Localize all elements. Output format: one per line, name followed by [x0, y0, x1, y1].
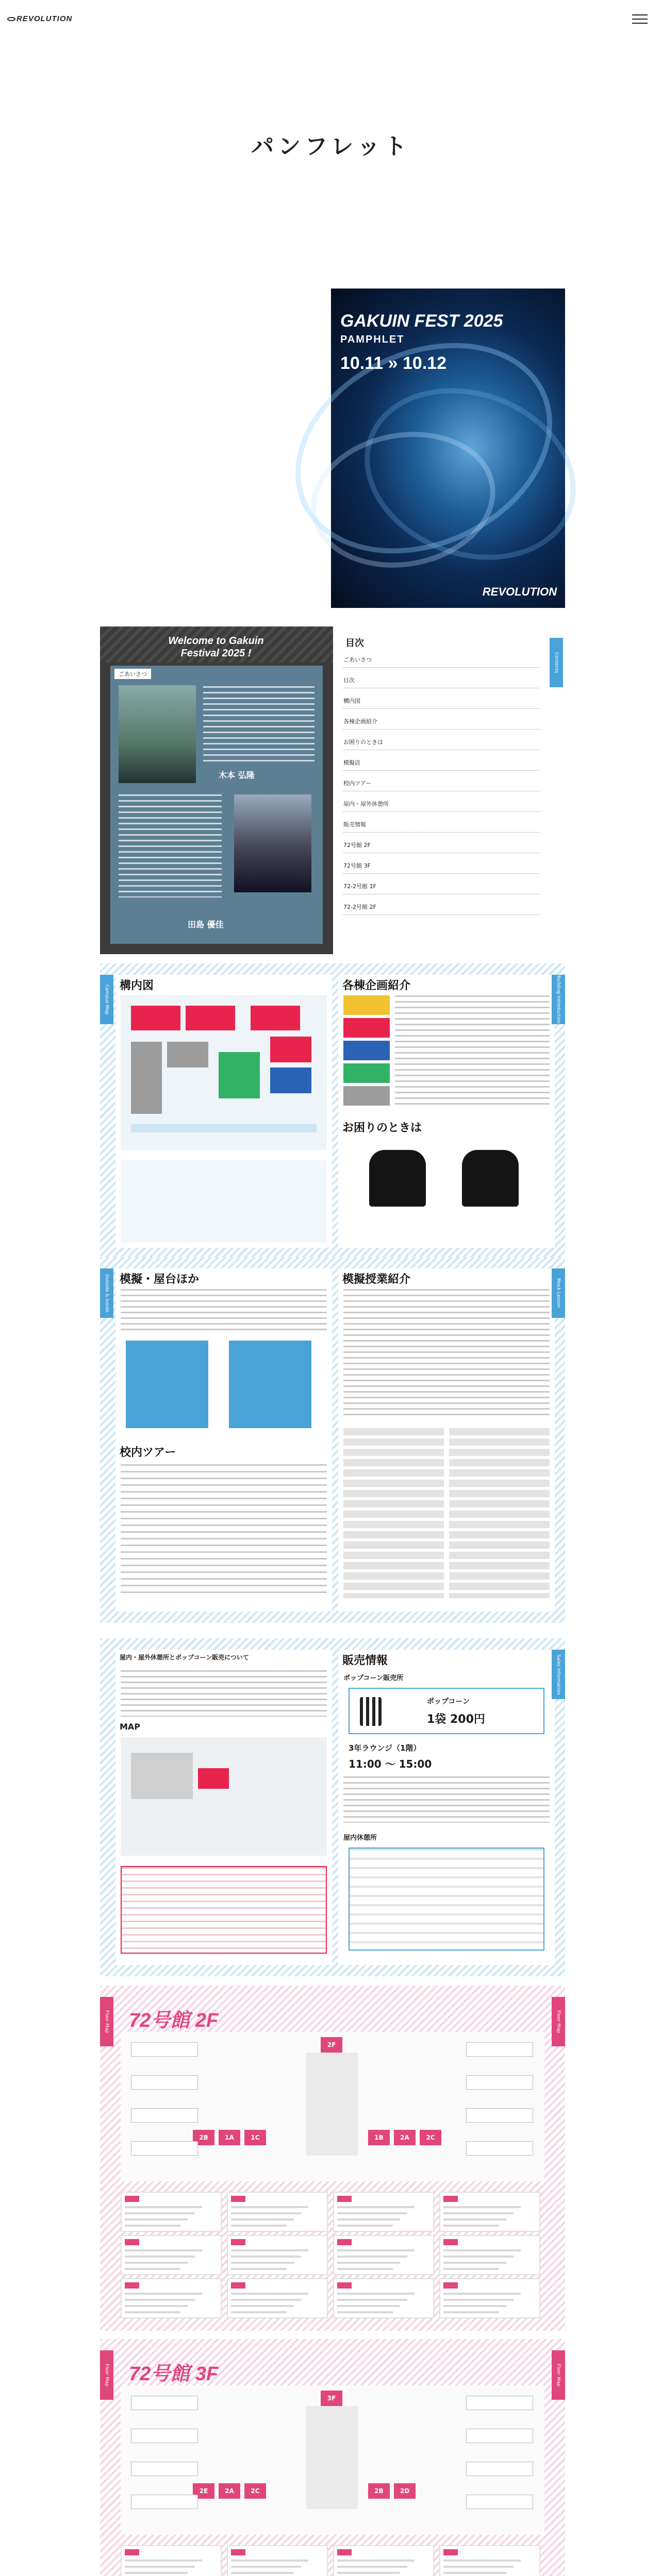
card-tag [231, 2549, 245, 2555]
building-color-tag [343, 1063, 390, 1083]
popcorn-notes [343, 1776, 550, 1823]
card-text-line [337, 2311, 393, 2313]
card-text-line [443, 2268, 499, 2270]
room-callout[interactable] [131, 2075, 198, 2090]
card-text-line [337, 2293, 415, 2295]
card-text-line [231, 2572, 294, 2574]
cover-dates: 10.11 » 10.12 [340, 353, 447, 373]
warning-box [121, 1866, 327, 1954]
card-text-line [443, 2212, 514, 2214]
tab-floor-map[interactable]: Floor Map [552, 2350, 565, 2400]
event-card[interactable] [333, 2545, 434, 2576]
popcorn-price: 1袋 200円 [427, 1713, 485, 1726]
room-block[interactable]: 1C [244, 2130, 266, 2145]
room-callout[interactable] [466, 2108, 533, 2123]
card-tag [231, 2282, 245, 2289]
spread-food-tour[interactable] [91, 1257, 565, 1623]
card-text-line [337, 2225, 393, 2227]
card-text-line [125, 2206, 202, 2208]
card-text-line [125, 2262, 188, 2264]
campus-map-page [115, 975, 332, 1248]
card-text-line [125, 2566, 195, 2568]
card-text-line [125, 2249, 202, 2251]
popcorn-hours: 11:00 ～ 15:00 [349, 1758, 432, 1770]
building-block [131, 1042, 162, 1114]
card-text-line [443, 2262, 506, 2264]
card-text-line [443, 2249, 521, 2251]
card-tag [443, 2196, 458, 2202]
greeting-heading: Welcome to Gakuin Festival 2025 ! [168, 635, 264, 659]
event-card[interactable] [121, 2235, 222, 2275]
building-color-tag [343, 995, 390, 1015]
card-text-line [443, 2299, 514, 2301]
card-text-line [125, 2572, 188, 2574]
card-text-line [231, 2206, 308, 2208]
tab-campus-map[interactable]: Campus Map [100, 975, 113, 1024]
sales-title: 販売情報 [342, 1654, 388, 1667]
greeting-label: ごあいさつ [114, 669, 151, 679]
campus-map-title: 構内図 [120, 979, 154, 992]
rest-area-map[interactable] [121, 1737, 327, 1856]
toc-item-label: 目次 [343, 677, 355, 684]
person2-name: 田島 優佳 [188, 920, 224, 929]
toc-item[interactable] [343, 755, 539, 771]
room-callout[interactable] [131, 2462, 198, 2476]
card-text-line [125, 2268, 180, 2270]
room-callout[interactable] [131, 2429, 198, 2443]
toc-page [333, 626, 565, 954]
toc-item-label: 校内ツアー [343, 780, 372, 787]
toc-item-label: お困りのときは [343, 739, 383, 745]
room-callout[interactable] [466, 2141, 533, 2156]
room-block[interactable]: 2E [193, 2483, 214, 2499]
food-description [121, 1289, 327, 1330]
floor-map[interactable] [121, 2385, 544, 2535]
cover-brand: REVOLUTION [482, 585, 557, 598]
spread-floor-map[interactable] [100, 1986, 565, 2331]
event-card[interactable] [333, 2278, 434, 2318]
toc-item-label: 各棟企画紹介 [343, 718, 377, 725]
goods-box [349, 1848, 544, 1951]
greeting-text-2 [119, 794, 222, 897]
event-card[interactable] [121, 2278, 222, 2318]
building-block[interactable] [251, 1006, 300, 1030]
card-text-line [337, 2218, 400, 2221]
toc-item-label: ごあいさつ [343, 656, 372, 663]
card-tag [231, 2196, 245, 2202]
person1-photo [119, 685, 196, 783]
room-callout[interactable] [131, 2042, 198, 2057]
brand-text: REVOLUTION [16, 14, 73, 23]
card-text-line [231, 2305, 294, 2307]
toc-item[interactable] [343, 796, 539, 812]
event-card[interactable] [227, 2192, 328, 2232]
toc-item[interactable] [343, 652, 539, 668]
room-block[interactable]: 2A [219, 2483, 240, 2499]
popcorn-icon [360, 1697, 382, 1726]
event-card[interactable] [333, 2235, 434, 2275]
card-text-line [337, 2256, 407, 2258]
room-callout[interactable] [466, 2042, 533, 2057]
tab-mock-lesson[interactable]: Mock Lesson [552, 1268, 565, 1318]
room-block[interactable]: 2B [193, 2130, 214, 2145]
card-text-line [337, 2268, 393, 2270]
toc-item-label: 構内図 [343, 698, 360, 704]
building-block[interactable] [219, 1052, 260, 1098]
toc-item-label: 72号館 3F [343, 862, 371, 869]
card-text-line [337, 2212, 407, 2214]
card-tag [125, 2239, 139, 2245]
map-building [131, 1753, 193, 1799]
spread-floor-map[interactable] [100, 2339, 565, 2576]
room-callout[interactable] [131, 2396, 198, 2410]
card-tag [125, 2282, 139, 2289]
card-text-line [231, 2225, 287, 2227]
card-tag [125, 2196, 139, 2202]
room-callout[interactable] [466, 2396, 533, 2410]
card-tag [443, 2239, 458, 2245]
stall-area-map-1[interactable] [126, 1341, 208, 1428]
greeting-page [100, 626, 333, 954]
building-color-tag [343, 1041, 390, 1060]
rest-area-notes [121, 1670, 327, 1717]
help-title: お困りのときは [342, 1122, 422, 1134]
building-block[interactable] [270, 1067, 311, 1093]
building-intro-title: 各棟企画紹介 [342, 979, 411, 992]
room-callout[interactable] [466, 2462, 533, 2476]
event-card[interactable] [439, 2545, 540, 2576]
card-tag [125, 2549, 139, 2555]
building-color-tag [343, 1018, 390, 1038]
rest-area-title: 屋内・屋外休憩所とポップコーン販売について [120, 1654, 249, 1661]
card-text-line [231, 2293, 308, 2295]
building-block[interactable] [270, 1037, 311, 1062]
mock-lesson-list [343, 1289, 550, 1418]
staff-shirt-front [369, 1150, 426, 1207]
tab-floor-map[interactable]: Floor Map [100, 1997, 113, 2046]
pamphlet-cover[interactable] [331, 289, 565, 608]
building-descriptions [395, 995, 550, 1106]
staff-shirt-back [462, 1150, 519, 1207]
room-block[interactable]: 2B [368, 2483, 390, 2499]
corridor [306, 2053, 358, 2156]
tour-title: 校内ツアー [120, 1446, 176, 1459]
event-card[interactable] [227, 2278, 328, 2318]
card-text-line [443, 2560, 521, 2562]
card-text-line [443, 2218, 506, 2221]
room-block[interactable]: 2A [394, 2130, 416, 2145]
event-card[interactable] [439, 2192, 540, 2232]
event-card[interactable] [439, 2235, 540, 2275]
toc-item[interactable] [343, 714, 539, 730]
floor-title: 72号館 2F [129, 2010, 219, 2031]
event-card[interactable] [227, 2545, 328, 2576]
card-text-line [231, 2249, 308, 2251]
card-tag [231, 2239, 245, 2245]
card-text-line [125, 2218, 188, 2221]
spread-rest-sales[interactable] [100, 1638, 565, 1976]
corridor [306, 2406, 358, 2509]
card-text-line [125, 2305, 188, 2307]
brand-logo[interactable] [7, 14, 72, 23]
card-text-line [231, 2218, 294, 2221]
hamburger-menu-icon[interactable] [632, 13, 648, 25]
card-tag [443, 2549, 458, 2555]
card-tag [337, 2196, 352, 2202]
event-card[interactable] [227, 2235, 328, 2275]
card-text-line [125, 2299, 195, 2301]
event-card[interactable] [439, 2278, 540, 2318]
sales-page [338, 1650, 555, 1965]
person1-name: 木本 弘隆 [219, 770, 255, 780]
card-text-line [443, 2305, 506, 2307]
card-text-line [443, 2225, 499, 2227]
building-block [167, 1042, 208, 1067]
food-page [115, 1268, 332, 1612]
card-tag [443, 2282, 458, 2289]
spread-greeting-toc[interactable] [100, 626, 565, 954]
card-text-line [337, 2206, 415, 2208]
rest-area-page [115, 1650, 332, 1965]
card-text-line [443, 2572, 506, 2574]
greeting-text-1 [203, 686, 315, 764]
tab-contents[interactable]: Contents [550, 638, 563, 687]
card-text-line [443, 2206, 521, 2208]
tab-sales-info[interactable]: Sales Information [552, 1650, 565, 1699]
toc-heading: 目次 [345, 638, 364, 649]
rest-map-label: MAP [120, 1722, 141, 1732]
tab-building-intro[interactable]: Building Introduction [552, 975, 565, 1024]
toc-item[interactable] [343, 858, 539, 874]
card-text-line [337, 2572, 400, 2574]
room-callout[interactable] [131, 2495, 198, 2509]
road [131, 1124, 317, 1132]
building-block[interactable] [186, 1006, 235, 1030]
toc-item[interactable] [343, 879, 539, 894]
cover-title: GAKUIN FEST 2025 [340, 311, 503, 331]
card-text-line [231, 2299, 301, 2301]
toc-item-label: 72-2号館 1F [343, 883, 376, 890]
card-text-line [443, 2311, 499, 2313]
tab-outside-stall[interactable]: Outside & Inside Stall [100, 1268, 113, 1318]
card-text-line [443, 2256, 514, 2258]
popcorn-box [349, 1688, 544, 1734]
room-callout[interactable] [466, 2429, 533, 2443]
room-callout[interactable] [466, 2495, 533, 2509]
card-text-line [231, 2566, 301, 2568]
toc-list [343, 652, 539, 941]
building-block[interactable] [131, 1006, 180, 1030]
card-text-line [337, 2560, 415, 2562]
tab-floor-map[interactable]: Floor Map [552, 1997, 565, 2046]
site-header [0, 0, 662, 31]
brand-swoosh-icon [7, 17, 15, 21]
building-color-tag [343, 1086, 390, 1106]
room-block[interactable]: 2C [244, 2483, 266, 2499]
floor-map[interactable] [121, 2032, 544, 2181]
map-legend [121, 1160, 327, 1243]
schedule-day1 [343, 1428, 444, 1598]
toc-item-label: 72-2号館 2F [343, 904, 376, 910]
toc-item-label: 模擬店 [343, 759, 360, 766]
card-text-line [337, 2249, 415, 2251]
room-block[interactable]: 2D [394, 2483, 416, 2499]
card-text-line [337, 2566, 407, 2568]
greeting-panel [110, 666, 323, 944]
floor-title: 72号館 3F [129, 2363, 219, 2385]
card-text-line [443, 2293, 521, 2295]
cover-subtitle: PAMPHLET [340, 334, 405, 345]
card-text-line [125, 2225, 180, 2227]
toc-item[interactable] [343, 817, 539, 833]
card-text-line [125, 2256, 195, 2258]
toc-item[interactable] [343, 900, 539, 915]
card-tag [337, 2239, 352, 2245]
card-tag [337, 2549, 352, 2555]
card-text-line [231, 2256, 301, 2258]
card-text-line [231, 2560, 308, 2562]
room-block[interactable]: 1B [368, 2130, 390, 2145]
toc-item[interactable] [343, 735, 539, 750]
spread-campus-map[interactable] [100, 963, 565, 1259]
room-block[interactable]: 2F [321, 2037, 342, 2053]
page-title: パンフレット [251, 133, 411, 160]
person2-photo [234, 794, 311, 892]
food-title: 模擬・屋台ほか [120, 1273, 200, 1286]
tab-floor-map[interactable]: Floor Map [100, 2350, 113, 2400]
card-text-line [443, 2566, 514, 2568]
toc-item-label: 販売情報 [343, 821, 366, 828]
card-text-line [125, 2560, 202, 2562]
popcorn-label: ポップコーン [427, 1698, 470, 1706]
card-text-line [125, 2311, 180, 2313]
schedule-day2 [449, 1428, 550, 1598]
card-text-line [337, 2262, 400, 2264]
tour-description [121, 1464, 327, 1598]
toc-item-label: 72号館 2F [343, 842, 371, 849]
toc-item[interactable] [343, 776, 539, 791]
card-text-line [231, 2268, 287, 2270]
room-block[interactable]: 3F [321, 2391, 342, 2406]
card-text-line [125, 2293, 202, 2295]
map-popcorn-spot[interactable] [198, 1768, 229, 1789]
event-card[interactable] [121, 2192, 222, 2232]
card-tag [337, 2282, 352, 2289]
mock-lesson-page [338, 1268, 555, 1612]
room-callout[interactable] [466, 2075, 533, 2090]
stall-area-map-2[interactable] [229, 1341, 311, 1428]
room-callout[interactable] [131, 2108, 198, 2123]
toc-item[interactable] [343, 838, 539, 853]
room-block[interactable]: 1A [219, 2130, 240, 2145]
toc-item[interactable] [343, 693, 539, 709]
campus-map[interactable] [121, 995, 327, 1150]
card-text-line [337, 2305, 400, 2307]
toc-item[interactable] [343, 673, 539, 688]
card-text-line [231, 2311, 287, 2313]
room-callout[interactable] [131, 2141, 198, 2156]
toc-item-label: 屋内・屋外休憩所 [343, 801, 389, 807]
popcorn-place: 3年ラウンジ（1階） [349, 1743, 421, 1753]
popcorn-heading: ポップコーン販売所 [343, 1674, 404, 1682]
building-intro-page [338, 975, 555, 1248]
mock-lesson-title: 模擬授業紹介 [342, 1273, 411, 1286]
card-text-line [337, 2299, 407, 2301]
goods-heading: 屋内休憩所 [343, 1834, 377, 1842]
card-text-line [231, 2212, 301, 2214]
room-block[interactable]: 2C [420, 2130, 441, 2145]
card-text-line [125, 2212, 195, 2214]
card-text-line [231, 2262, 294, 2264]
event-card[interactable] [121, 2545, 222, 2576]
event-card[interactable] [333, 2192, 434, 2232]
